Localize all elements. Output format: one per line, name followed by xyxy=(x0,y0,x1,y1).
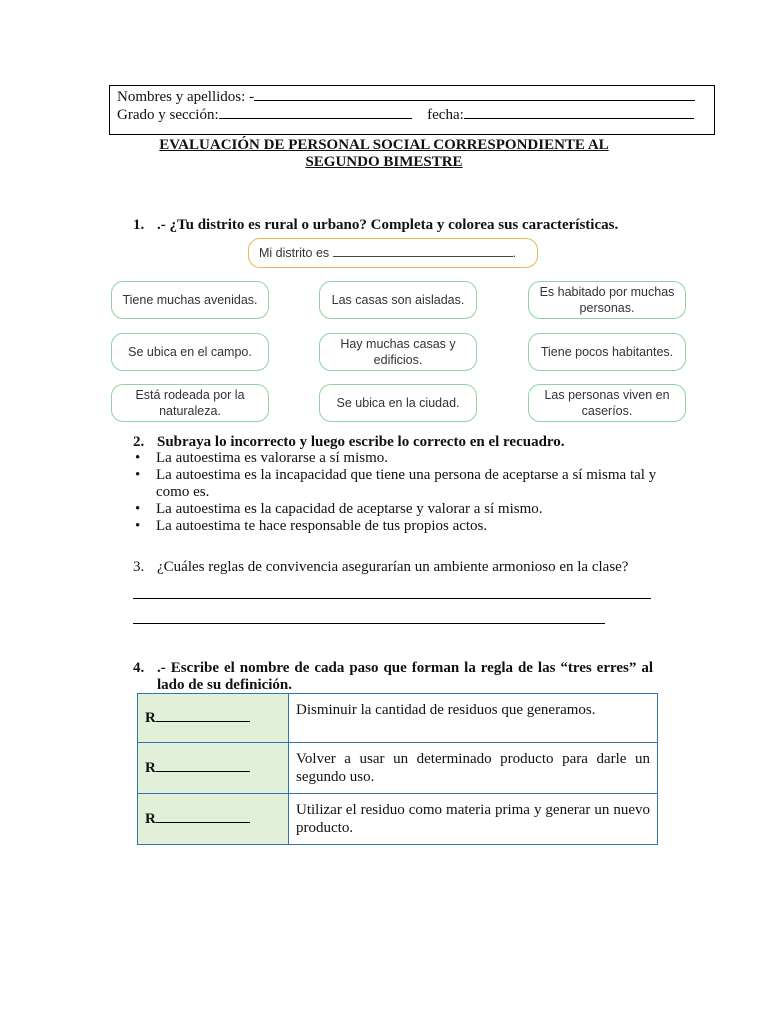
option-card[interactable]: Se ubica en la ciudad. xyxy=(319,384,477,422)
option-card[interactable]: Hay muchas casas y edificios. xyxy=(319,333,477,371)
question-3-text: ¿Cuáles reglas de convivencia asegurarían un ambiente armonioso en la clase? xyxy=(157,559,629,575)
date-field[interactable] xyxy=(464,106,694,119)
list-item[interactable]: • La autoestima es la incapacidad que tiene una persona de aceptarse a sí misma tal y como es. xyxy=(133,467,663,501)
option-card[interactable]: Es habitado por muchas personas. xyxy=(528,281,686,319)
question-4-text: .- Escribe el nombre de cada paso que forman la regla de las “tres erres” al lado de su definición. xyxy=(157,660,653,693)
r-answer-cell[interactable] xyxy=(138,794,289,845)
question-1-text: .- ¿Tu distrito es rural o urbano? Completa y colorea sus características. xyxy=(157,217,619,233)
name-line xyxy=(117,88,707,106)
answer-line-2[interactable] xyxy=(133,623,605,624)
r-blank[interactable] xyxy=(156,759,250,772)
student-info-box xyxy=(109,85,715,135)
r-letter: R xyxy=(145,760,156,776)
r-blank[interactable] xyxy=(156,709,250,722)
option-card[interactable]: Está rodeada por la naturaleza. xyxy=(111,384,269,422)
self-esteem-list xyxy=(133,450,663,535)
r-answer-cell[interactable] xyxy=(138,694,289,743)
option-card[interactable]: Tiene pocos habitantes. xyxy=(528,333,686,371)
option-card[interactable]: Las personas viven en caseríos. xyxy=(528,384,686,422)
question-1-number: 1. xyxy=(133,217,145,233)
district-end: . xyxy=(512,246,517,260)
definition-cell: Disminuir la cantidad de residuos que generamos. xyxy=(289,694,658,743)
list-item[interactable]: • La autoestima te hace responsable de tus propios actos. xyxy=(133,518,663,535)
r-answer-cell[interactable] xyxy=(138,743,289,794)
district-prompt: Mi distrito es xyxy=(259,246,330,260)
title-line-2: SEGUNDO BIMESTRE xyxy=(305,154,463,170)
definition-cell: Volver a usar un determinado producto para darle un segundo uso. xyxy=(289,743,658,794)
grade-date-line xyxy=(117,106,707,124)
table-row xyxy=(138,743,658,794)
question-4 xyxy=(133,660,653,694)
question-4-number: 4. xyxy=(133,660,145,676)
r-letter: R xyxy=(145,710,156,726)
r-letter: R xyxy=(145,811,156,827)
question-1 xyxy=(133,217,618,234)
name-field[interactable] xyxy=(254,88,695,101)
option-card[interactable]: Tiene muchas avenidas. xyxy=(111,281,269,319)
r-blank[interactable] xyxy=(156,810,250,823)
three-rs-table xyxy=(137,693,658,845)
name-label: Nombres y apellidos: - xyxy=(117,89,255,105)
question-2 xyxy=(133,434,565,451)
list-item[interactable]: • La autoestima es valorarse a sí mismo. xyxy=(133,450,663,467)
question-3 xyxy=(133,559,628,576)
answer-line-1[interactable] xyxy=(133,598,651,599)
grade-field[interactable] xyxy=(219,106,412,119)
question-2-number: 2. xyxy=(133,434,145,450)
grade-label: Grado y sección: xyxy=(117,107,219,123)
district-answer-box[interactable] xyxy=(248,238,538,268)
option-card[interactable]: Las casas son aisladas. xyxy=(319,281,477,319)
title-line-1: EVALUACIÓN DE PERSONAL SOCIAL CORRESPONDIENTE AL xyxy=(159,137,609,153)
question-2-text: Subraya lo incorrecto y luego escribe lo correcto en el recuadro. xyxy=(157,434,565,450)
date-label: fecha: xyxy=(427,107,464,123)
table-row xyxy=(138,794,658,845)
district-blank[interactable] xyxy=(333,246,513,257)
question-3-number: 3. xyxy=(133,559,145,575)
list-item[interactable]: • La autoestima es la capacidad de aceptarse y valorar a sí mismo. xyxy=(133,501,663,518)
page-title xyxy=(109,137,659,171)
table-row xyxy=(138,694,658,743)
option-card[interactable]: Se ubica en el campo. xyxy=(111,333,269,371)
definition-cell: Utilizar el residuo como materia prima y generar un nuevo producto. xyxy=(289,794,658,845)
